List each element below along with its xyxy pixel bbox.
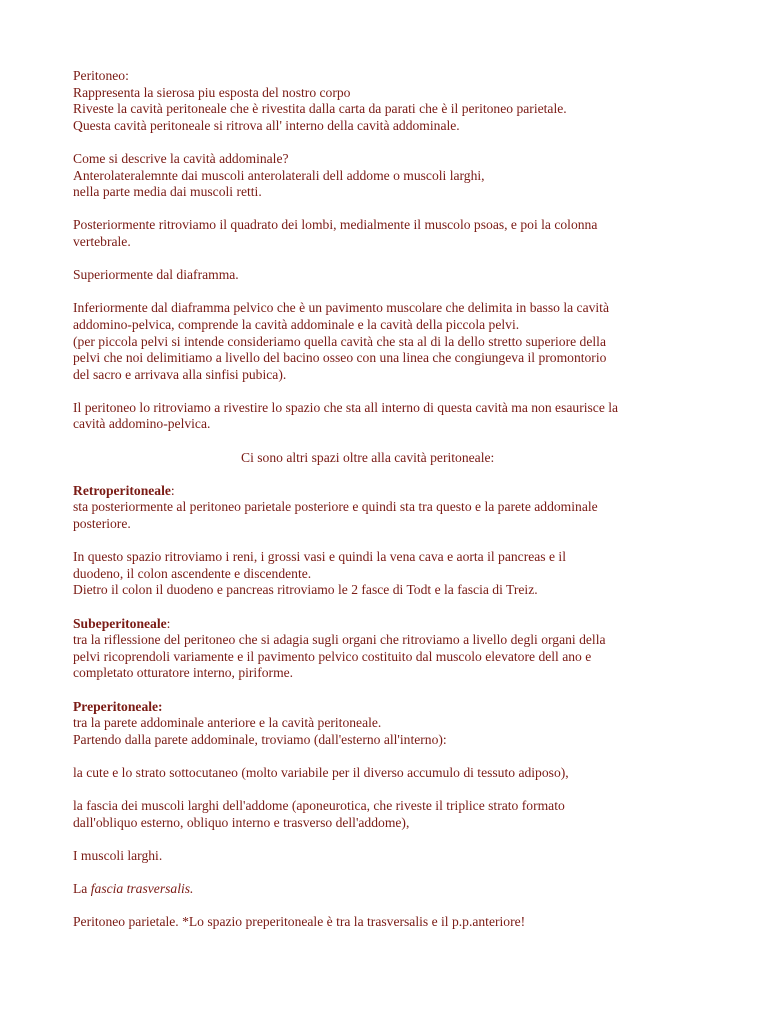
text-line: tra la parete addominale anteriore e la cavità peritoneale.: [73, 715, 382, 731]
fascia-muscles-paragraph: [73, 798, 713, 831]
text-line: Partendo dalla parete addominale, troviamo (dall'esterno all'interno):: [73, 731, 447, 747]
text-line: Dietro il colon il duodeno e pancreas ritroviamo le 2 fasce di Todt e la fascia di Treiz.: [73, 582, 538, 598]
subperitoneal-section: [73, 616, 713, 682]
abdominal-cavity-question-paragraph: [73, 151, 713, 201]
text-line: addomino-pelvica, comprende la cavità addominale e la cavità della piccola pelvi.: [73, 316, 520, 332]
final-paragraph: [73, 914, 713, 931]
retroperitoneal-heading: Retroperitoneale: [73, 482, 171, 498]
other-spaces-heading: Ci sono altri spazi oltre alla cavità peritoneale:: [241, 449, 495, 465]
text-line: pelvi ricoprendoli variamente e il pavimento pelvico costituito dal muscolo elevatore dell ano e: [73, 648, 592, 664]
fascia-prefix: La: [73, 881, 91, 897]
text-line: Peritoneo parietale. *Lo spazio preperitoneale è tra la trasversalis e il p.p.anteriore!: [73, 914, 526, 930]
text-line: la cute e lo strato sottocutaneo (molto variabile per il diverso accumulo di tessuto adiposo),: [73, 764, 569, 780]
peritoneum-paragraph: [73, 400, 713, 433]
document-page: [73, 68, 713, 947]
text-line: tra la riflessione del peritoneo che si adagia sugli organi che ritroviamo a livello degli organi della: [73, 632, 606, 648]
question-line: Come si descrive la cavità addominale?: [73, 150, 289, 166]
text-line: dall'obliquo esterno, obliquo interno e trasverso dell'addome),: [73, 814, 410, 830]
text-line: la fascia dei muscoli larghi dell'addome (aponeurotica, che riveste il triplice strato formato: [73, 798, 565, 814]
fascia-transversalis-line: [73, 881, 713, 898]
answer-line: Anterolateralemnte dai muscoli anterolaterali dell addome o muscoli larghi,: [73, 167, 485, 183]
retroperitoneal-contents-paragraph: [73, 549, 713, 599]
text-line: In questo spazio ritroviamo i reni, i grossi vasi e quindi la vena cava e aorta il pancreas e il: [73, 549, 566, 565]
other-spaces-paragraph: [73, 450, 713, 467]
broad-muscles-paragraph: [73, 848, 713, 865]
skin-layer-paragraph: [73, 765, 713, 782]
text-line: duodeno, il colon ascendente e discendente.: [73, 565, 312, 581]
intro-line: Questa cavità peritoneale si ritrova all' interno della cavità addominale.: [73, 117, 460, 133]
preperitoneal-heading: Preperitoneale:: [73, 698, 163, 714]
text-line: Inferiormente dal diaframma pelvico che è un pavimento muscolare che delimita in basso la cavità: [73, 300, 609, 316]
fascia-transversalis-paragraph: [73, 881, 713, 898]
preperitoneal-section: [73, 699, 713, 749]
retroperitoneal-heading-colon: :: [170, 482, 175, 498]
text-line: pelvi che noi delimitiamo a livello del bacino osseo con una linea che congiungeva il promontorio: [73, 350, 607, 366]
text-line: I muscoli larghi.: [73, 847, 163, 863]
intro-line: Riveste la cavità peritoneale che è rivestita dalla carta da parati che è il peritoneo parietale.: [73, 101, 567, 117]
text-line: Il peritoneo lo ritroviamo a rivestire lo spazio che sta all interno di questa cavità ma non esaurisce la: [73, 399, 619, 415]
retroperitoneal-heading-line: [73, 483, 713, 500]
text-line: del sacro e arrivava alla sinfisi pubica).: [73, 366, 287, 382]
retroperitoneal-section: [73, 483, 713, 533]
answer-line: nella parte media dai muscoli retti.: [73, 184, 262, 200]
text-line: Superiormente dal diaframma.: [73, 267, 239, 283]
text-line: cavità addomino-pelvica.: [73, 416, 211, 432]
subperitoneal-heading: Subeperitoneale: [73, 615, 167, 631]
intro-line: Rappresenta la sierosa piu esposta del nostro corpo: [73, 84, 351, 100]
text-line: sta posteriormente al peritoneo parietale posteriore e quindi sta tra questo e la parete addominale: [73, 499, 598, 515]
text-line: Posteriormente ritroviamo il quadrato dei lombi, medialmente il muscolo psoas, e poi la colonna: [73, 217, 598, 233]
intro-paragraph: [73, 68, 713, 134]
posterior-paragraph: [73, 217, 713, 250]
fascia-transversalis-term: fascia trasversalis.: [90, 881, 194, 897]
intro-title: Peritoneo:: [73, 68, 129, 83]
subperitoneal-heading-line: [73, 616, 713, 633]
superior-paragraph: [73, 267, 713, 284]
inferior-paragraph: [73, 300, 713, 383]
text-line: vertebrale.: [73, 233, 131, 249]
text-line: completato otturatore interno, piriforme.: [73, 665, 294, 681]
text-line: (per piccola pelvi si intende consideriamo quella cavità che sta al di la dello stretto superiore della: [73, 333, 606, 349]
subperitoneal-heading-colon: :: [166, 615, 171, 631]
text-line: posteriore.: [73, 516, 131, 532]
